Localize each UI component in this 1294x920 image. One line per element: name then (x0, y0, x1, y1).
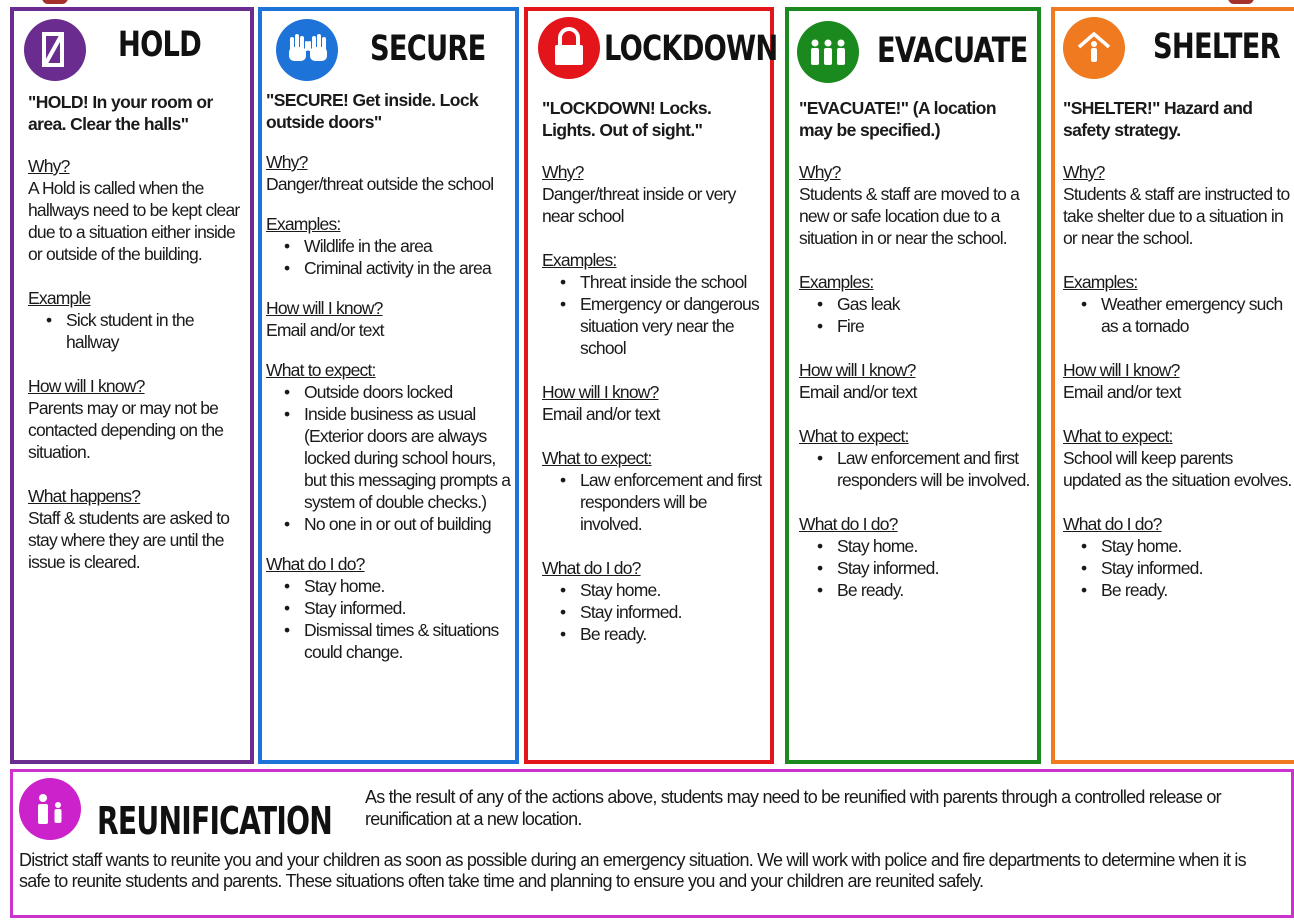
hold-why (28, 155, 244, 265)
list-item: • Dismissal times & situations could change. (304, 619, 511, 663)
hold-body (14, 79, 250, 573)
evacuate-what-to-expect (799, 425, 1033, 491)
shelter-body (1055, 79, 1294, 601)
list-item: • Law enforcement and first responders will be involved. (580, 469, 766, 535)
shelter-what-do-i-do (1063, 513, 1294, 601)
secure-quote: "SECURE! Get inside. Lock outside doors" (266, 90, 479, 132)
hold-what-happens (28, 485, 244, 573)
section-label: How will I know? (542, 382, 659, 402)
shelter-how-know (1063, 359, 1294, 403)
section-label: What to expect: (266, 360, 376, 380)
shelter-header (1055, 11, 1294, 79)
shelter-examples (1063, 271, 1294, 337)
section-label: What do I do? (266, 554, 365, 574)
list-item: • Be ready. (1101, 579, 1294, 601)
family-icon (19, 778, 81, 840)
list-item: • Law enforcement and first responders will be involved. (837, 447, 1033, 491)
shelter-quote: "SHELTER!" Hazard and safety strategy. (1063, 98, 1253, 140)
reunification-body: District staff wants to reunite you and your children as soon as possible during an emergency situation. We will work with police and fire departments to determine when it is safe to reunite students and parents. These situations often take time and planning to ensure you and your children are reunited safely. (19, 850, 1246, 891)
reunification-intro: As the result of any of the actions above, students may need to be reunified with parents through a controlled release or reunification at a new location. (365, 787, 1221, 829)
shelter-what-to-expect (1063, 425, 1294, 491)
section-label: Why? (266, 152, 308, 172)
list-item: • Stay home. (304, 575, 511, 597)
secure-what-do-i-do (266, 553, 511, 663)
lockdown-what-to-expect (542, 447, 766, 535)
section-label: Examples: (1063, 272, 1138, 292)
section-label: How will I know? (28, 376, 145, 396)
section-text: Email and/or text (1063, 382, 1181, 402)
list-item: • Threat inside the school (580, 271, 766, 293)
section-label: How will I know? (1063, 360, 1180, 380)
list-item: • Stay home. (580, 579, 766, 601)
list-item: • No one in or out of building (304, 513, 511, 535)
evacuate-panel (785, 7, 1041, 764)
section-label: What do I do? (1063, 514, 1162, 534)
section-label: How will I know? (799, 360, 916, 380)
list-item: • Wildlife in the area (304, 235, 511, 257)
top-decoration-left (42, 0, 68, 4)
hold-title: HOLD (118, 25, 201, 65)
list-item: • Emergency or dangerous situation very near the school (580, 293, 766, 359)
hold-how-know (28, 375, 244, 463)
section-label: What to expect: (1063, 426, 1173, 446)
lockdown-what-do-i-do (542, 557, 766, 645)
list-item: • Stay home. (1101, 535, 1294, 557)
lockdown-body (528, 79, 770, 645)
shelter-panel (1051, 7, 1294, 764)
hold-header (14, 11, 250, 79)
section-label: Why? (799, 162, 841, 182)
evacuate-what-do-i-do (799, 513, 1033, 601)
list-item: • Be ready. (580, 623, 766, 645)
section-label: Why? (1063, 162, 1105, 182)
padlock-icon (538, 17, 600, 79)
lockdown-quote: "LOCKDOWN! Locks. Lights. Out of sight." (542, 98, 712, 140)
section-label: What happens? (28, 486, 141, 506)
door-icon (24, 19, 86, 81)
secure-body (262, 79, 515, 663)
reunification-title: REUNIFICATION (97, 799, 333, 843)
section-label: How will I know? (266, 298, 383, 318)
section-label: Example (28, 288, 91, 308)
secure-header (262, 11, 515, 79)
section-text: Email and/or text (542, 404, 660, 424)
lockdown-how-know (542, 381, 766, 425)
lockdown-examples (542, 249, 766, 359)
hands-icon (276, 19, 338, 81)
list-item: • Fire (837, 315, 1033, 337)
section-label: What to expect: (799, 426, 909, 446)
list-item: • Stay informed. (1101, 557, 1294, 579)
evacuate-title: EVACUATE (877, 31, 1028, 71)
list-item: • Stay informed. (304, 597, 511, 619)
lockdown-panel (524, 7, 778, 764)
evacuate-body (789, 79, 1037, 601)
list-item: • Stay informed. (580, 601, 766, 623)
section-label: Why? (542, 162, 584, 182)
secure-title: SECURE (370, 29, 486, 69)
shelter-why (1063, 161, 1294, 249)
list-item: • Stay informed. (837, 557, 1033, 579)
lockdown-title: LOCKDOWN (604, 29, 778, 69)
section-text: Staff & students are asked to stay where they are until the issue is cleared. (28, 508, 230, 572)
secure-what-to-expect (266, 359, 511, 535)
list-item: • Gas leak (837, 293, 1033, 315)
top-decoration-right (1228, 0, 1254, 4)
list-item: • Inside business as usual (Exterior doors are always locked during school hours, but this messaging prompts a system of double checks.) (304, 403, 511, 513)
section-text: A Hold is called when the hallways need to be kept clear due to a situation either inside or outside of the building. (28, 178, 240, 264)
shelter-title: SHELTER (1153, 27, 1280, 67)
section-text: Email and/or text (799, 382, 917, 402)
hold-quote: "HOLD! In your room or area. Clear the halls" (28, 92, 213, 134)
section-label: Examples: (542, 250, 617, 270)
evacuate-examples (799, 271, 1033, 337)
group-icon (797, 21, 859, 83)
evacuate-header (789, 11, 1037, 79)
list-item: • Stay home. (837, 535, 1033, 557)
lockdown-why (542, 161, 766, 227)
list-item: • Sick student in the hallway (66, 309, 244, 353)
secure-how-know (266, 297, 511, 341)
section-text: Danger/threat inside or very near school (542, 184, 736, 226)
reunification-panel (10, 769, 1294, 918)
section-label: Examples: (799, 272, 874, 292)
evacuate-why (799, 161, 1033, 249)
section-label: What do I do? (542, 558, 641, 578)
house-person-icon (1063, 17, 1125, 79)
hold-example (28, 287, 244, 353)
section-text: Students & staff are moved to a new or safe location due to a situation in or near the school. (799, 184, 1020, 248)
section-text: Students & staff are instructed to take shelter due to a situation in or near the school. (1063, 184, 1290, 248)
secure-why (266, 151, 511, 195)
list-item: • Outside doors locked (304, 381, 511, 403)
lockdown-header (528, 11, 778, 79)
section-text: Danger/threat outside the school (266, 174, 494, 194)
section-text: Parents may or may not be contacted depending on the situation. (28, 398, 224, 462)
section-label: What do I do? (799, 514, 898, 534)
list-item: • Be ready. (837, 579, 1033, 601)
list-item: • Criminal activity in the area (304, 257, 511, 279)
secure-examples (266, 213, 511, 279)
section-text: School will keep parents updated as the situation evolves. (1063, 448, 1292, 490)
evacuate-quote: "EVACUATE!" (A location may be specified.) (799, 98, 996, 140)
secure-panel (258, 7, 519, 764)
section-label: What to expect: (542, 448, 652, 468)
evacuate-how-know (799, 359, 1033, 403)
section-label: Why? (28, 156, 70, 176)
list-item: • Weather emergency such as a tornado (1101, 293, 1294, 337)
hold-panel (10, 7, 254, 764)
section-label: Examples: (266, 214, 341, 234)
section-text: Email and/or text (266, 320, 384, 340)
